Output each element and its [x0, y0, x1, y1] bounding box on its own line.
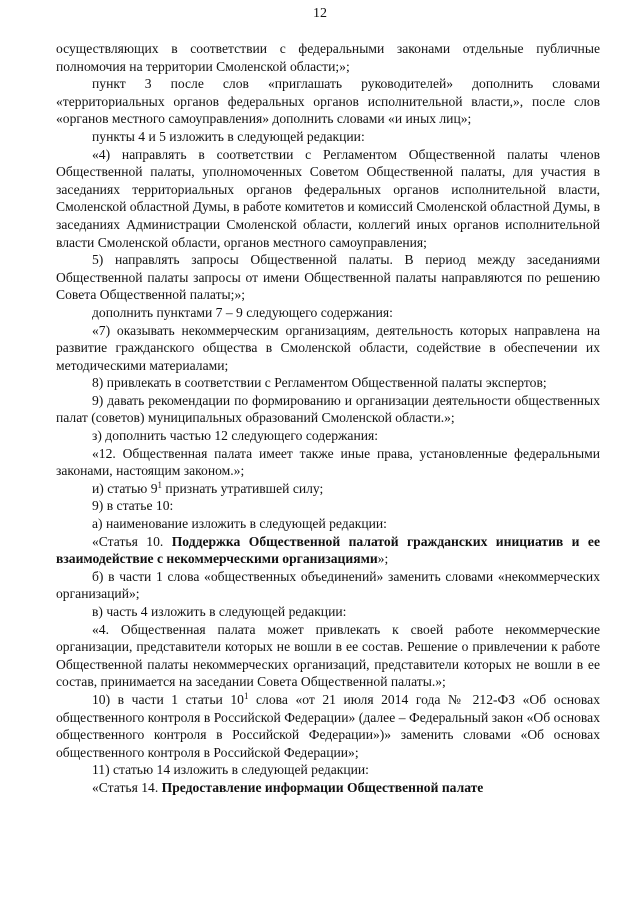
paragraph-continuation: осуществляющих в соответствии с федеральными законами отдельные публичные полномочия на территории Смоленской области;»;: [56, 41, 600, 74]
article-14-title: Предоставление информации Общественной палате: [161, 779, 484, 795]
paragraph-article-10-part-4-text: «4. Общественная палата может привлекать к своей работе некоммерческие организации, представители которых не вошли в ее состав. Решение о привлечении к работе Общественной палаты некоммерческих организаций, представители которых не вошли в ее состав, принимается на заседании Совета Общественной палаты.»;: [56, 621, 600, 690]
paragraph-article-10-intro: 9) в статье 10:: [92, 498, 174, 514]
paragraph-point-5-text: 5) направлять запросы Общественной палаты. В период между заседаниями Общественной палаты запросы от имени Общественной палаты направляются по решению Совета Общественной палаты;»;: [56, 252, 600, 303]
paragraph-article-10-heading: [56, 533, 600, 568]
paragraph-article-10-part-1: б) в части 1 слова «общественных объединений» заменить словами «некоммерческих организаций»;: [56, 568, 600, 602]
article-10-1-before: 10) в части 1 статьи 10: [92, 691, 244, 707]
article-9-1-after: признать утратившей силу;: [162, 480, 324, 496]
article-10-1-text: слова «от 21 июля 2014 года № 212-ФЗ «Об основах общественного контроля в Российской Федерации» (далее – Федеральный закон «Об основах общественного контроля в Российской Федерации»)» заменить словами «Об основах общественного контроля в Российской Федерации»;: [56, 691, 600, 760]
article-14-prefix: «Статья 14.: [92, 779, 162, 795]
paragraph-points-4-5-intro: пункты 4 и 5 изложить в следующей редакции:: [92, 128, 365, 144]
article-10-prefix: «Статья 10.: [92, 533, 172, 549]
paragraph-article-14-heading: [56, 779, 600, 797]
paragraph-point-7-text: «7) оказывать некоммерческим организациям, деятельность которых направлена на развитие гражданского общества в Смоленской области, содействие в обеспечении их методическими материалами;: [56, 322, 600, 373]
paragraph-article-10-name-intro: а) наименование изложить в следующей редакции:: [92, 516, 387, 532]
paragraph-point-9-text: 9) давать рекомендации по формированию и организации деятельности общественных палат (советов) муниципальных образований Смоленской области.»;: [56, 392, 600, 426]
paragraph-part-12-intro: з) дополнить частью 12 следующего содержания:: [92, 428, 379, 444]
page-number: 12: [313, 6, 327, 21]
paragraph-article-10-part-4-intro: в) часть 4 изложить в следующей редакции:: [92, 604, 347, 619]
paragraph-point-3: пункт 3 после слов «приглашать руководителей» дополнить словами «территориальных органов федеральных органов исполнительной власти,», после слов «органов местного самоуправления» дополнить словами «и иных лиц»;: [56, 76, 600, 127]
paragraph-point-4-text: «4) направлять в соответствии с Регламентом Общественной палаты членов Общественной палаты, уполномоченных Советом Общественной палаты, для участия в заседаниях территориальных органов федеральных органов исполнительной власти, Смоленской областной Думы, в работе комитетов и комиссий Смоленской областной Думы, в заседаниях Администрации Смоленской области, коллегий иных органов исполнительной власти Смоленской области, органов местного самоуправления;: [56, 146, 600, 250]
article-10-suffix: »;: [377, 551, 389, 567]
article-9-1-before: и) статью 9: [92, 480, 158, 496]
paragraph-article-14-intro: 11) статью 14 изложить в следующей редакции:: [92, 762, 369, 778]
document-body: [56, 40, 600, 797]
paragraph-article-9-1: [56, 480, 600, 498]
paragraph-point-8-text: 8) привлекать в соответствии с Регламентом Общественной палаты экспертов;: [92, 375, 547, 391]
paragraph-part-12-text: «12. Общественная палата имеет также иные права, установленные федеральными законами, настоящим законом.»;: [56, 445, 600, 479]
paragraph-points-7-9-intro: дополнить пунктами 7 – 9 следующего содержания:: [92, 304, 393, 320]
paragraph-article-10-1: [56, 691, 600, 761]
article-10-title: Поддержка Общественной палатой гражданских инициатив и ее взаимодействие с некоммерческими организациями: [56, 533, 600, 567]
superscript: 1: [157, 479, 163, 490]
superscript: 1: [243, 690, 249, 701]
